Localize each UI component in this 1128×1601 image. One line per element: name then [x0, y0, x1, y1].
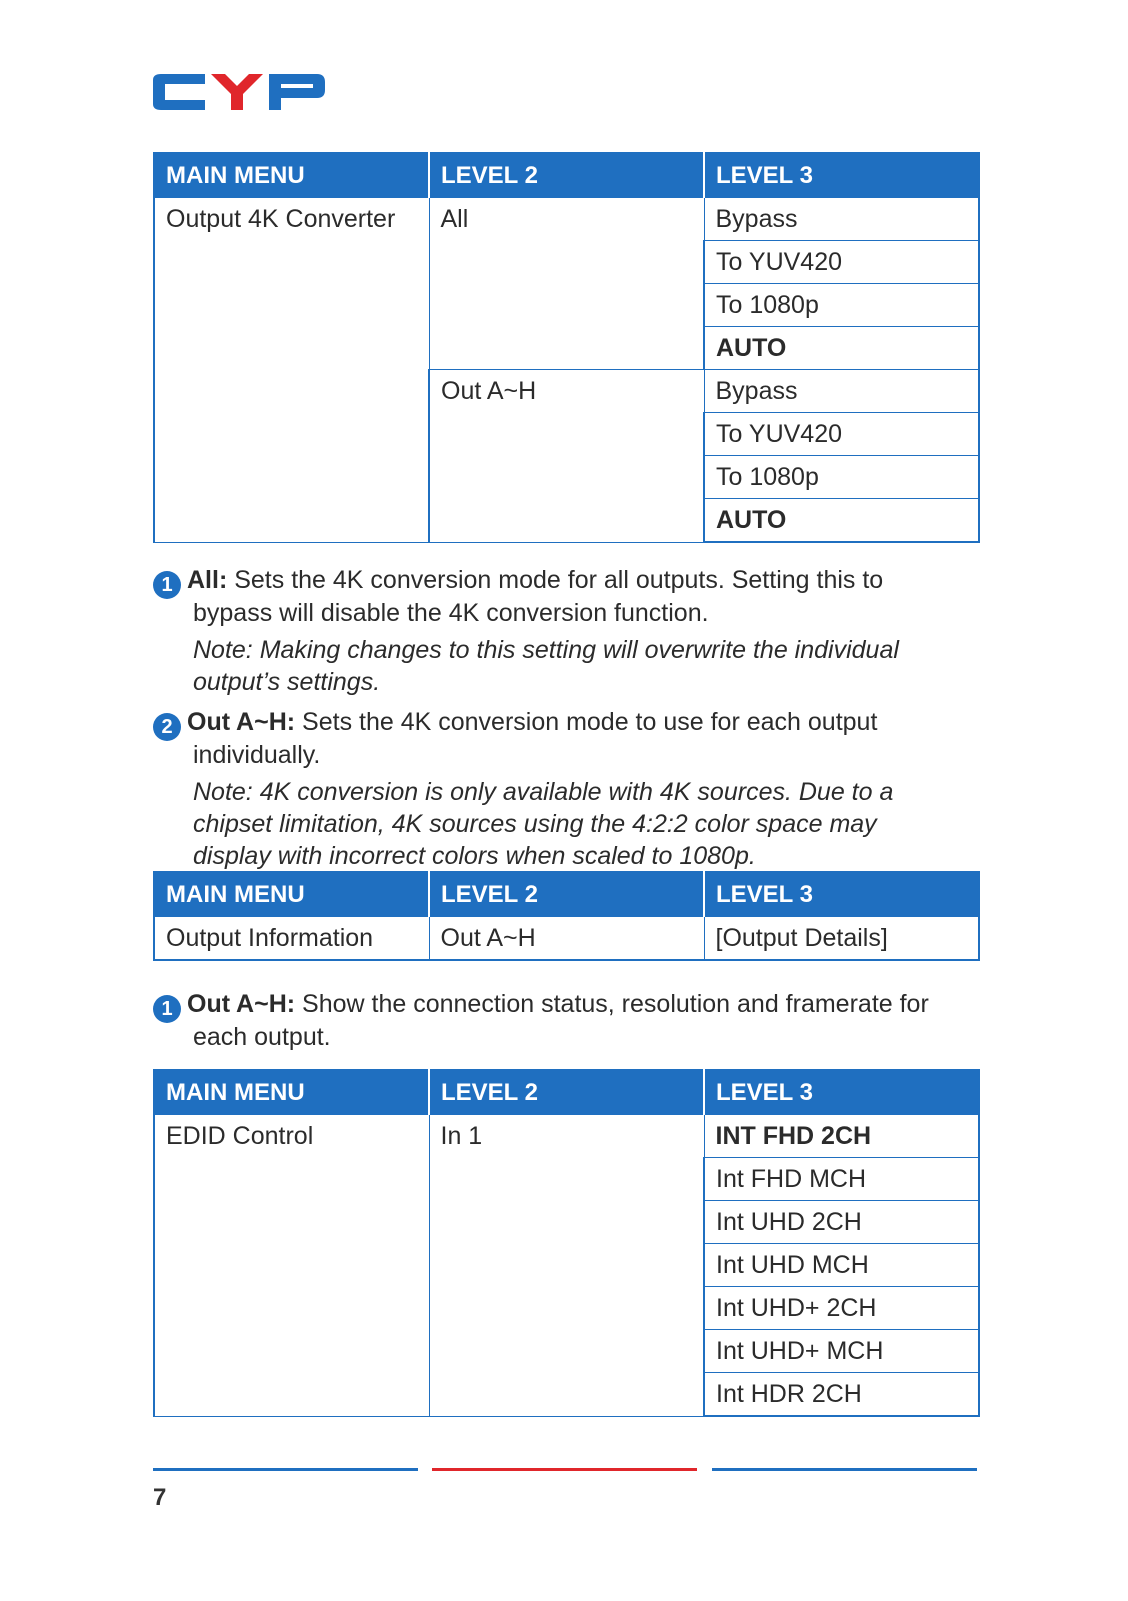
footer-line-blue-left	[153, 1468, 418, 1471]
level3-cell: Int HDR 2CH	[704, 1373, 979, 1417]
level3-cell: Int UHD+ MCH	[704, 1330, 979, 1373]
level3-cell: Int UHD MCH	[704, 1244, 979, 1287]
level3-cell-default: AUTO	[704, 499, 979, 543]
item-label: Out A~H:	[187, 990, 296, 1018]
header-level-2: LEVEL 2	[429, 153, 704, 198]
header-level-3: LEVEL 3	[704, 872, 979, 917]
level3-cell: Bypass	[704, 198, 979, 241]
description-item-output-info	[153, 990, 983, 1052]
header-main-menu: MAIN MENU	[154, 153, 429, 198]
level3-cell: Int UHD 2CH	[704, 1201, 979, 1244]
note-line: display with incorrect colors when scaled to 1080p.	[193, 842, 756, 870]
level3-cell-default: INT FHD 2CH	[704, 1115, 979, 1158]
item-label: Out A~H:	[187, 708, 296, 736]
main-menu-cell: EDID Control	[154, 1115, 429, 1417]
note-line: output’s settings.	[193, 668, 381, 696]
note-out	[193, 776, 993, 872]
item-text: Show the connection status, resolution and framerate for	[295, 990, 929, 1018]
level3-cell: To 1080p	[704, 284, 979, 327]
level3-cell-default: AUTO	[704, 327, 979, 370]
output-4k-converter-table	[153, 152, 980, 543]
level3-cell: To YUV420	[704, 241, 979, 284]
item-text-cont: bypass will disable the 4K conversion function.	[193, 599, 709, 627]
level3-cell: To YUV420	[704, 413, 979, 456]
level3-cell: Bypass	[704, 370, 979, 413]
header-main-menu: MAIN MENU	[154, 872, 429, 917]
main-menu-cell: Output 4K Converter	[154, 198, 429, 543]
header-level-3: LEVEL 3	[704, 1070, 979, 1115]
output-information-table	[153, 871, 980, 961]
note-line: chipset limitation, 4K sources using the 4:2:2 color space may	[193, 810, 877, 838]
level2-cell: Out A~H	[429, 917, 704, 961]
level3-cell: To 1080p	[704, 456, 979, 499]
step-number-badge: 2	[153, 713, 181, 741]
level3-cell: Int UHD+ 2CH	[704, 1287, 979, 1330]
step-number-badge: 1	[153, 571, 181, 599]
item-text-cont: each output.	[193, 1023, 331, 1051]
cyp-logo	[153, 74, 325, 110]
level3-cell: Int FHD MCH	[704, 1158, 979, 1201]
step-number-badge: 1	[153, 995, 181, 1023]
header-level-2: LEVEL 2	[429, 872, 704, 917]
description-item-out	[153, 708, 983, 770]
table-header-row	[154, 153, 979, 198]
edid-control-table	[153, 1069, 980, 1417]
description-item-all	[153, 566, 983, 628]
item-label: All:	[187, 566, 228, 594]
table-header-row	[154, 1070, 979, 1115]
main-menu-cell: Output Information	[154, 917, 429, 961]
header-main-menu: MAIN MENU	[154, 1070, 429, 1115]
table-row	[154, 198, 979, 241]
header-level-2: LEVEL 2	[429, 1070, 704, 1115]
footer-line-blue-right	[712, 1468, 977, 1471]
table-header-row	[154, 872, 979, 917]
item-text-cont: individually.	[193, 741, 321, 769]
level2-cell: Out A~H	[429, 370, 704, 543]
header-level-3: LEVEL 3	[704, 153, 979, 198]
note-line: Note: 4K conversion is only available with 4K sources. Due to a	[193, 778, 894, 806]
page-number: 7	[153, 1484, 167, 1511]
note-all	[193, 634, 993, 698]
footer-line-red	[432, 1468, 697, 1471]
table-row	[154, 917, 979, 961]
level2-cell: All	[429, 198, 704, 370]
item-text: Sets the 4K conversion mode to use for each output	[295, 708, 878, 736]
item-text: Sets the 4K conversion mode for all outputs. Setting this to	[227, 566, 884, 594]
table-row	[154, 1115, 979, 1158]
note-line: Note: Making changes to this setting will overwrite the individual	[193, 636, 899, 664]
level2-cell: In 1	[429, 1115, 704, 1417]
level3-cell: [Output Details]	[704, 917, 979, 961]
